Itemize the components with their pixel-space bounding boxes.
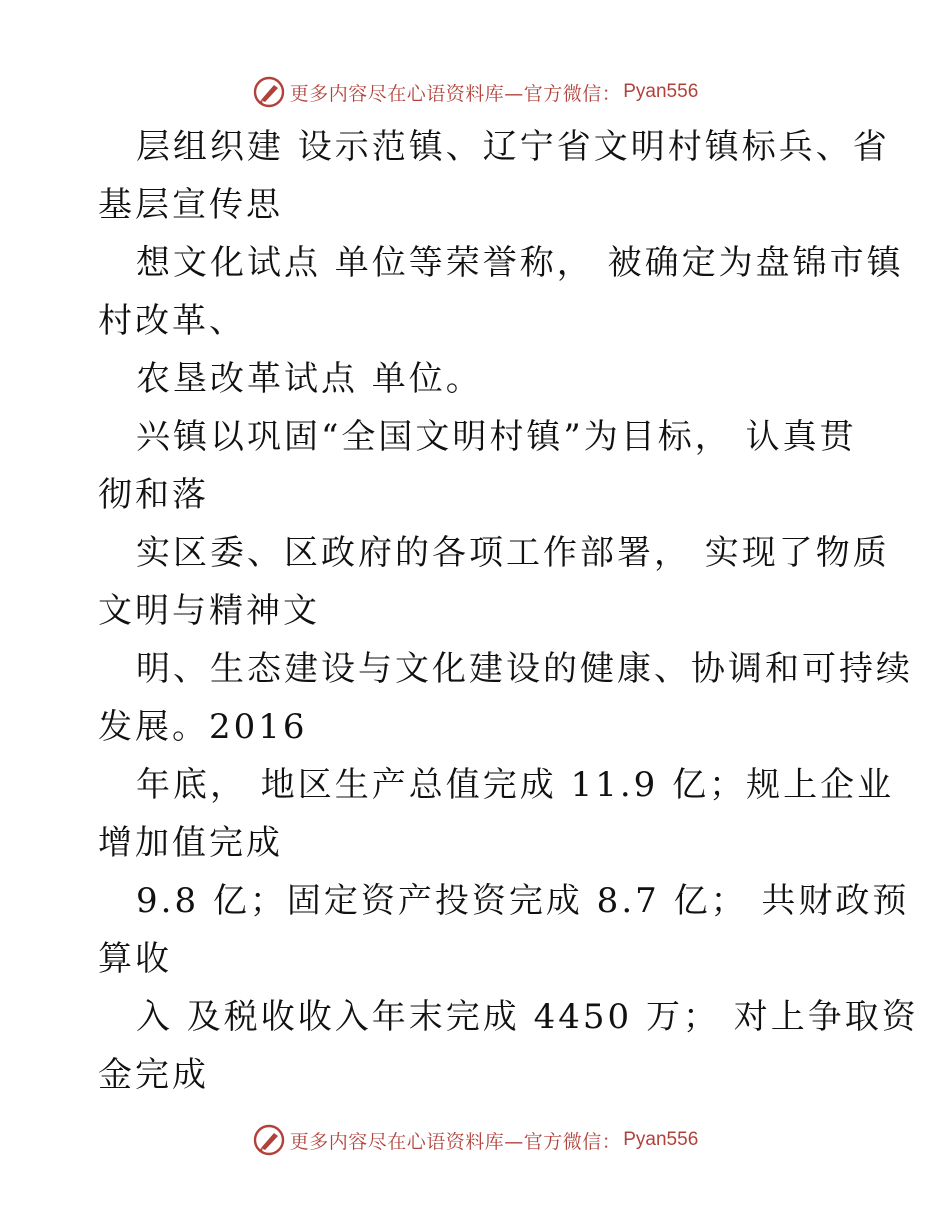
footer-banner (0, 1120, 950, 1160)
pen-logo-icon (252, 1123, 286, 1157)
text-line: 基层宣传思 (98, 185, 283, 225)
text-line: 层组织建 设示范镇、辽宁省文明村镇标兵、省 (136, 127, 890, 167)
document-body (98, 118, 919, 1104)
text-line: 9.8 亿；固定资产投资完成 8.7 亿； 共财政预 (136, 881, 910, 921)
text-line: 算收 (98, 939, 172, 979)
footer-banner-text: 更多内容尽在心语资料库—官方微信： (289, 1130, 622, 1153)
text-line: 入 及税收收入年末完成 4450 万； 对上争取资 (136, 997, 919, 1037)
text-line: 兴镇以巩固“全国文明村镇”为目标， 认真贯 (136, 417, 857, 457)
text-line: 明、生态建设与文化建设的健康、协调和可持续 (136, 649, 913, 689)
text-line: 农垦改革试点 单位。 (136, 359, 483, 399)
header-banner-text: 更多内容尽在心语资料库—官方微信： (289, 82, 622, 105)
header-banner (0, 72, 950, 112)
text-line: 村改革、 (98, 301, 246, 341)
text-line: 增加值完成 (98, 823, 283, 863)
text-line: 想文化试点 单位等荣誉称， 被确定为盘锦市镇 (136, 243, 904, 283)
footer-wechat-id: Pyan556 (623, 1129, 699, 1150)
text-line: 金完成 (98, 1055, 209, 1095)
text-line: 彻和落 (98, 475, 209, 515)
header-wechat-id: Pyan556 (623, 81, 699, 102)
text-line: 年底， 地区生产总值完成 11.9 亿；规上企业 (136, 765, 895, 805)
pen-logo-icon (252, 75, 286, 109)
text-line: 实区委、区政府的各项工作部署， 实现了物质 (136, 533, 890, 573)
text-line: 文明与精神文 (98, 591, 320, 631)
text-line: 发展。2016 (98, 707, 308, 747)
